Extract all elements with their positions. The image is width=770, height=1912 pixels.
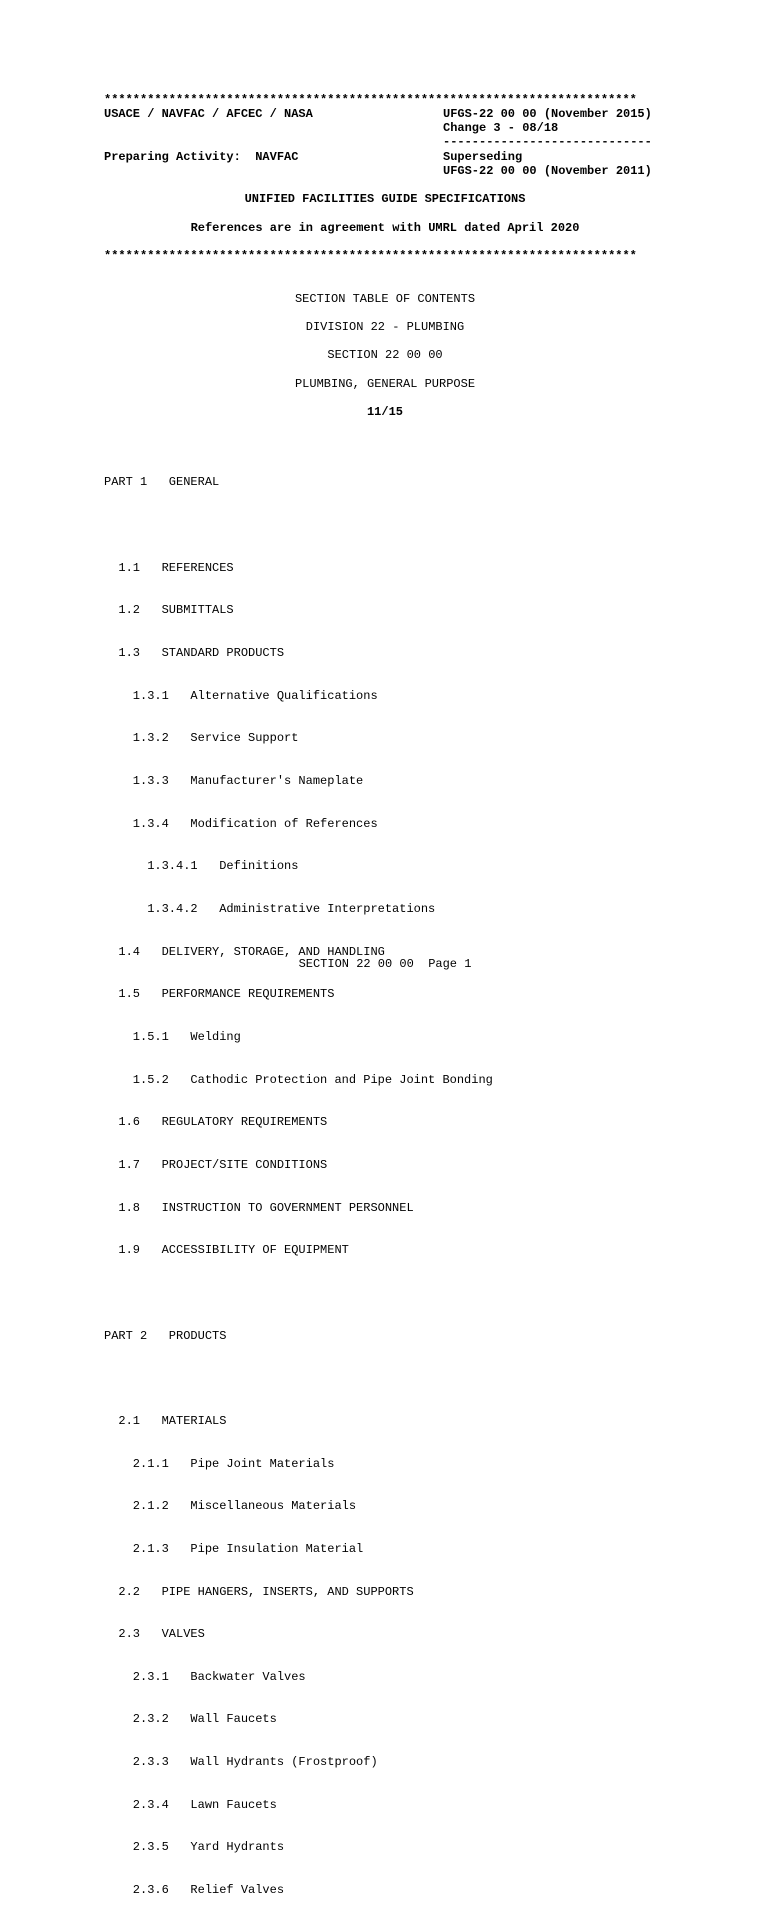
toc-entry: 2.3 VALVES [104, 1627, 205, 1642]
toc-part-1: PART 1 GENERAL [104, 475, 220, 490]
toc-entry: 1.3.4.1 Definitions [104, 859, 299, 874]
toc-entry: 2.1.1 Pipe Joint Materials [104, 1456, 335, 1471]
toc-spacer [104, 1286, 493, 1300]
toc-entry: 2.3.6 Relief Valves [104, 1883, 285, 1898]
toc-entry: 1.3.1 Alternative Qualifications [104, 688, 378, 703]
page-footer: SECTION 22 00 00 Page 1 [298, 957, 472, 971]
toc-entry: 2.3.2 Wall Faucets [104, 1712, 277, 1727]
superseding-label: Superseding [443, 150, 523, 164]
header-rule-top: ************************************************************************** [104, 93, 637, 107]
toc-spacer [104, 1371, 493, 1385]
toc-entry: 1.6 REGULATORY REQUIREMENTS [104, 1115, 328, 1130]
change-text: Change 3 - 08/18 [443, 121, 559, 135]
section-subject-title: PLUMBING, GENERAL PURPOSE [294, 377, 476, 391]
guide-title: UNIFIED FACILITIES GUIDE SPECIFICATIONS [244, 192, 526, 206]
toc-entry: 1.5.2 Cathodic Protection and Pipe Joint Bonding [104, 1072, 493, 1087]
header-rule-bottom: ************************************************************************** [104, 249, 637, 263]
toc-entry: 2.3.3 Wall Hydrants (Frostproof) [104, 1755, 378, 1770]
toc-entry: 1.3.4.2 Administrative Interpretations [104, 902, 436, 916]
toc-entry: 2.3.1 Backwater Valves [104, 1669, 306, 1684]
toc-entry: 2.3.5 Yard Hydrants [104, 1840, 285, 1855]
toc-entry: 2.1.3 Pipe Insulation Material [104, 1541, 364, 1556]
section-number-title: SECTION 22 00 00 [327, 348, 443, 362]
toc-entry: 1.3.4 Modification of References [104, 816, 378, 831]
header-divider: ----------------------------- [443, 135, 652, 149]
toc-entry: 2.2 PIPE HANGERS, INSERTS, AND SUPPORTS [104, 1584, 414, 1599]
toc-entry: 1.2 SUBMITTALS [104, 603, 234, 618]
toc-entry: 1.3.3 Manufacturer's Nameplate [104, 774, 364, 789]
toc-part-2: PART 2 PRODUCTS [104, 1328, 227, 1343]
toc-entry: 1.3 STANDARD PRODUCTS [104, 646, 285, 661]
references-note: References are in agreement with UMRL dated April 2020 [190, 221, 580, 235]
toc-entry: 2.3.4 Lawn Faucets [104, 1797, 277, 1812]
toc-entry: 1.8 INSTRUCTION TO GOVERNMENT PERSONNEL [104, 1200, 414, 1215]
toc-entry: 1.5.1 Welding [104, 1029, 241, 1044]
toc-title: SECTION TABLE OF CONTENTS [294, 292, 476, 306]
toc-entry: 1.5 PERFORMANCE REQUIREMENTS [104, 987, 335, 1002]
preparing-activity-text: Preparing Activity: NAVFAC [104, 150, 299, 164]
toc-spacer [104, 518, 493, 532]
superseded-spec-text: UFGS-22 00 00 (November 2011) [443, 164, 652, 178]
division-title: DIVISION 22 - PLUMBING [305, 320, 465, 334]
toc-entry: 1.9 ACCESSIBILITY OF EQUIPMENT [104, 1243, 349, 1258]
toc-entry: 1.4 DELIVERY, STORAGE, AND HANDLING [104, 944, 385, 959]
spec-id-text: UFGS-22 00 00 (November 2015) [443, 107, 652, 121]
agencies-text: USACE / NAVFAC / AFCEC / NASA [104, 107, 313, 121]
toc-entry: 1.3.2 Service Support [104, 731, 299, 746]
toc-entry: 2.1.2 Miscellaneous Materials [104, 1499, 357, 1514]
toc-entry: 1.7 PROJECT/SITE CONDITIONS [104, 1157, 328, 1172]
date-code: 11/15 [366, 405, 403, 419]
toc-entry: 1.1 REFERENCES [104, 560, 234, 575]
table-of-contents [104, 447, 493, 1912]
toc-entry: 2.1 MATERIALS [104, 1413, 227, 1428]
